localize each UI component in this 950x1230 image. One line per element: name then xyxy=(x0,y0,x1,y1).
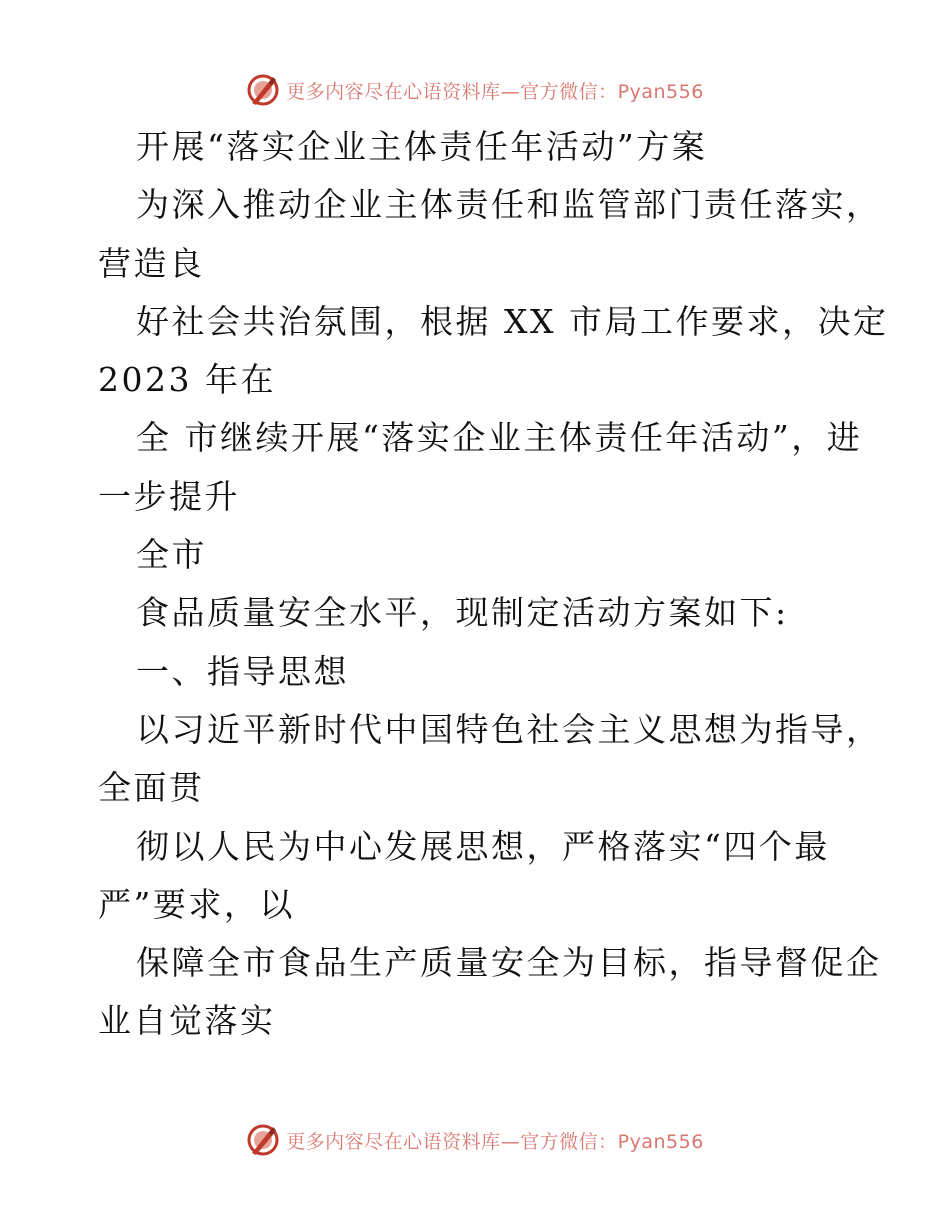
text-line: 2023 年在 xyxy=(98,360,276,400)
text-line: 为深入推动企业主体责任和监管部门责任落实， xyxy=(136,185,882,225)
pen-logo-icon xyxy=(246,73,280,107)
pen-logo-icon xyxy=(246,1123,280,1157)
watermark-text xyxy=(286,1127,704,1154)
text-line: 全市 xyxy=(136,535,207,575)
watermark-text xyxy=(286,77,704,104)
text-line: 严”要求，以 xyxy=(98,884,295,924)
text-line: 彻以人民为中心发展思想，严格落实“四个最 xyxy=(136,826,830,866)
text-line: 保障全市食品生产质量安全为目标，指导督促企 xyxy=(136,943,882,983)
watermark-contact-text: —官方微信：Pyan556 xyxy=(500,1130,704,1153)
text-line: 以习近平新时代中国特色社会主义思想为指导， xyxy=(136,709,882,749)
header-watermark xyxy=(0,70,950,110)
section-heading: 一、指导思想 xyxy=(136,651,349,691)
document-title: 开展“落实企业主体责任年活动”方案 xyxy=(136,127,708,166)
text-line: 营造良 xyxy=(98,243,205,283)
watermark-library-text: 更多内容尽在心语资料库 xyxy=(286,80,501,103)
document-body xyxy=(98,118,889,1051)
text-line: 业自觉落实 xyxy=(98,1001,276,1041)
text-line: 全面贯 xyxy=(98,768,205,808)
text-line: 食品质量安全水平，现制定活动方案如下: xyxy=(136,593,789,633)
watermark-contact-text: —官方微信：Pyan556 xyxy=(500,80,704,103)
footer-watermark xyxy=(0,1120,950,1160)
text-line: 一步提升 xyxy=(98,476,240,516)
text-line: 全 市继续开展“落实企业主体责任年活动”，进 xyxy=(136,418,863,458)
watermark-library-text: 更多内容尽在心语资料库 xyxy=(286,1130,501,1153)
text-line: 好社会共治氛围，根据 XX 市局工作要求，决定 xyxy=(136,301,889,341)
